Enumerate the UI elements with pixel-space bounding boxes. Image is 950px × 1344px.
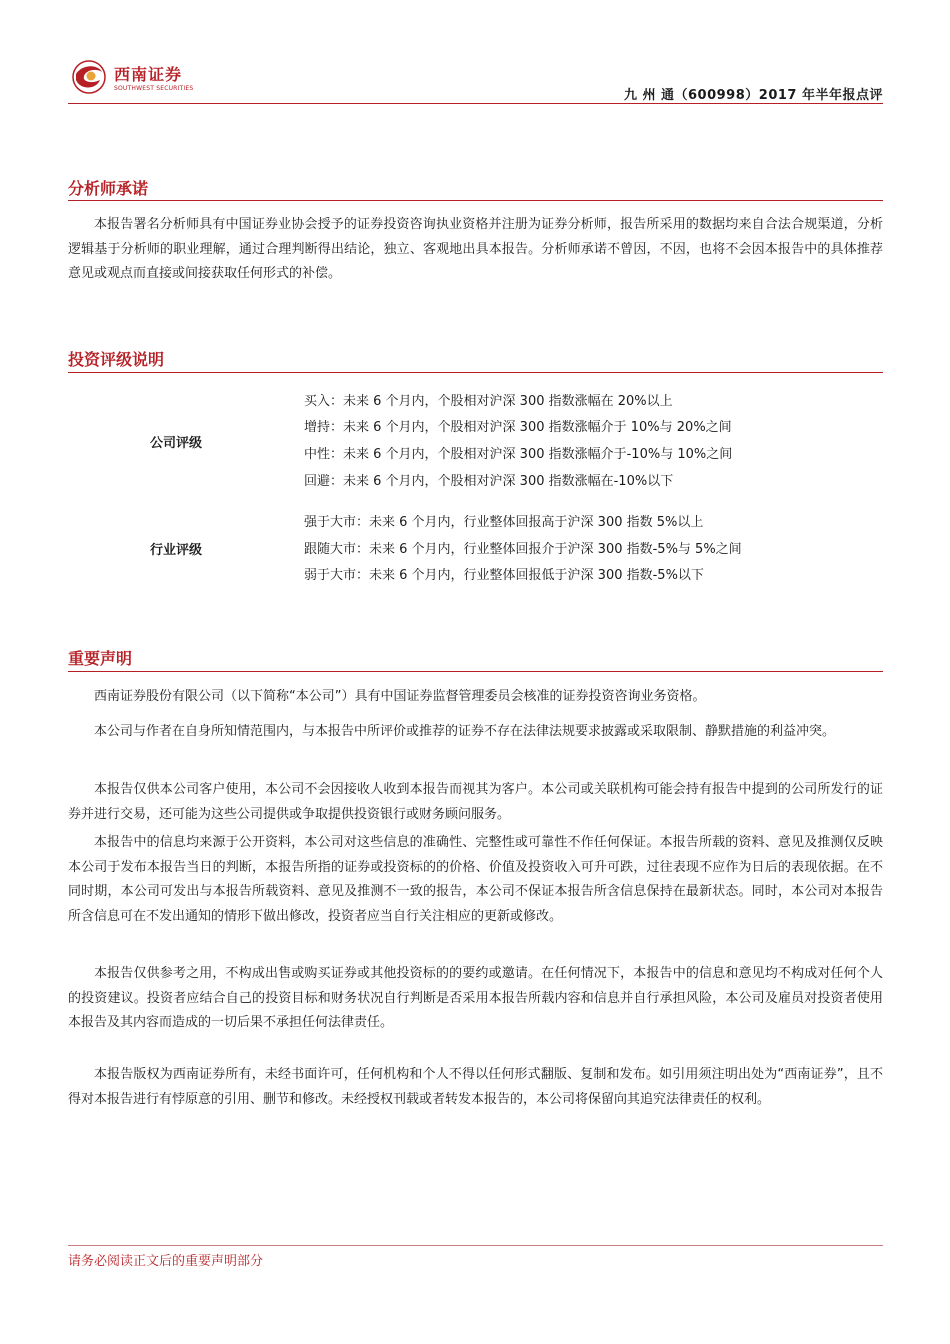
disclaimer-title: 重要声明 <box>68 649 133 668</box>
rating-section-divider <box>68 372 883 373</box>
industry-rating-label: 行业评级 <box>150 543 203 558</box>
logo-mark-icon <box>72 60 106 94</box>
disclaimer-paragraph: 本报告版权为西南证券所有，未经书面许可，任何机构和个人不得以任何形式翻版、复制和发布。如引用须注明出处为“西南证券”，且不得对本报告进行有悖原意的引用、删节和修改。未经授权刊载或者转发本报告的，本公司将保留向其追究法律责任的权利。 <box>68 1067 883 1107</box>
company-logo <box>68 58 208 98</box>
logo-text-cn: 西南证券 <box>114 65 183 84</box>
industry-rating-neutral: 跟随大市：未来 6 个月内，行业整体回报介于沪深 300 指数-5%与 5%之间 <box>304 542 742 557</box>
page-header <box>68 58 883 104</box>
analyst-commitment-title: 分析师承诺 <box>68 179 149 198</box>
industry-rating-outperform: 强于大市：未来 6 个月内，行业整体回报高于沪深 300 指数 5%以上 <box>304 515 704 530</box>
logo-text-en: SOUTHWEST SECURITIES <box>114 85 194 92</box>
footer-note: 请务必阅读正文后的重要声明部分 <box>68 1254 264 1269</box>
disclaimer-paragraph: 西南证券股份有限公司（以下简称“本公司”）具有中国证券监督管理委员会核准的证券投资咨询业务资格。 <box>94 689 706 704</box>
disclaimer-paragraph: 本报告仅供参考之用，不构成出售或购买证券或其他投资标的的要约或邀请。在任何情况下，本报告中的信息和意见均不构成对任何个人的投资建议。投资者应结合自己的投资目标和财务状况自行判断是否采用本报告所载内容和信息并自行承担风险，本公司及雇员对投资者使用本报告及其内容而造成的一切后果不承担任何法律责任。 <box>68 966 883 1030</box>
footer-divider <box>68 1245 883 1246</box>
company-rating-overweight: 增持：未来 6 个月内，个股相对沪深 300 指数涨幅介于 10%与 20%之间 <box>304 420 732 435</box>
analyst-commitment-text: 本报告署名分析师具有中国证券业协会授予的证券投资咨询执业资格并注册为证券分析师，报告所采用的数据均来自合法合规渠道，分析逻辑基于分析师的职业理解，通过合理判断得出结论，独立、客观地出具本报告。分析师承诺不曾因，不因，也将不会因本报告中的具体推荐意见或观点而直接或间接获取任何形式的补偿。 <box>68 217 883 281</box>
industry-rating-underperform: 弱于大市：未来 6 个月内，行业整体回报低于沪深 300 指数-5%以下 <box>304 568 704 583</box>
rating-section-title: 投资评级说明 <box>68 350 165 369</box>
disclaimer-divider <box>68 671 883 672</box>
header-divider <box>68 103 883 104</box>
report-title: 九 州 通（600998）2017 年半年报点评 <box>623 88 883 103</box>
disclaimer-paragraph: 本公司与作者在自身所知情范围内，与本报告中所评价或推荐的证券不存在法律法规要求披露或采取限制、静默措施的利益冲突。 <box>94 724 836 739</box>
analyst-commitment-divider <box>68 200 883 201</box>
disclaimer-paragraph: 本报告中的信息均来源于公开资料，本公司对这些信息的准确性、完整性或可靠性不作任何保证。本报告所载的资料、意见及推测仅反映本公司于发布本报告当日的判断，本报告所指的证券或投资标的的价格、价值及投资收入可升可跌，过往表现不应作为日后的表现依据。在不同时期，本公司可发出与本报告所载资料、意见及推测不一致的报告，本公司不保证本报告所含信息保持在最新状态。同时，本公司对本报告所含信息可在不发出通知的情形下做出修改，投资者应当自行关注相应的更新或修改。 <box>68 835 883 924</box>
company-rating-neutral: 中性：未来 6 个月内，个股相对沪深 300 指数涨幅介于-10%与 10%之间 <box>304 447 733 462</box>
company-rating-avoid: 回避：未来 6 个月内，个股相对沪深 300 指数涨幅在-10%以下 <box>304 474 674 489</box>
disclaimer-paragraph: 本报告仅供本公司客户使用，本公司不会因接收人收到本报告而视其为客户。本公司或关联机构可能会持有报告中提到的公司所发行的证券并进行交易，还可能为这些公司提供或争取提供投资银行或财务顾问服务。 <box>68 782 883 822</box>
company-rating-label: 公司评级 <box>150 436 203 451</box>
company-rating-buy: 买入：未来 6 个月内，个股相对沪深 300 指数涨幅在 20%以上 <box>304 394 673 409</box>
